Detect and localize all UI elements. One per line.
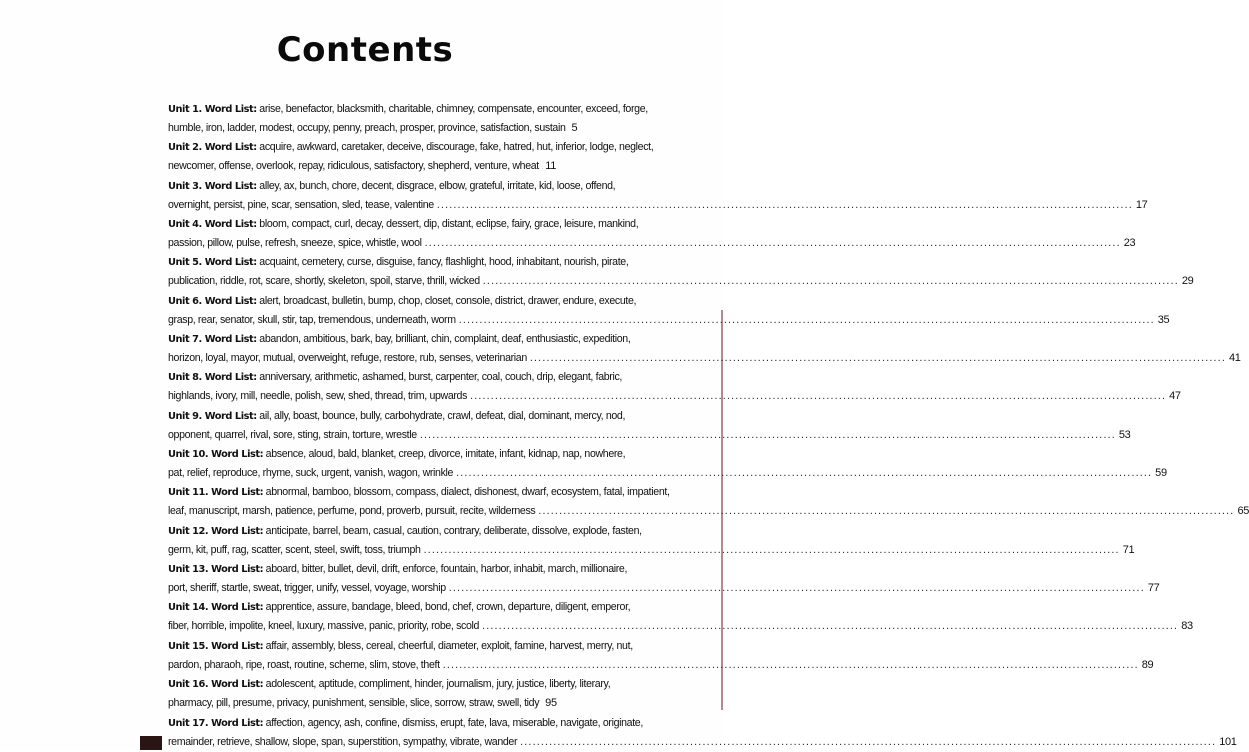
unit-label: Unit 8. Word List: [168,372,257,383]
word-list-text-continued: pardon, pharaoh, ripe, roast, routine, scheme, slim, stove, theft [168,656,440,675]
toc-entry [168,368,556,406]
dot-leader [483,272,1179,291]
toc-entry-line2 [168,579,556,598]
toc-entry-line1 [168,407,556,426]
unit-label: Unit 6. Word List: [168,296,257,307]
page-number: 65 [1237,502,1249,521]
unit-label: Unit 9. Word List: [168,411,257,422]
toc-entry-line2 [168,387,556,406]
toc-entry-line1 [168,100,556,119]
word-list-text: acquaint, cemetery, curse, disguise, fancy, flashlight, hood, inhabitant, nourish, pirate, [257,256,629,268]
word-list-text: arise, benefactor, blacksmith, charitable, chimney, compensate, encounter, exceed, forge, [257,103,648,115]
toc-entry-line1 [168,138,556,157]
toc-entry [168,675,556,713]
word-list-text: alert, broadcast, bulletin, bump, chop, closet, console, district, drawer, endure, execute, [257,295,636,307]
toc-entry-line1 [168,177,556,196]
toc-entry-line1 [168,714,556,733]
toc-entry-line1 [168,522,556,541]
toc-entry-line1 [168,253,556,272]
toc-entry [168,292,556,330]
word-list-text: alley, ax, bunch, chore, decent, disgrace, elbow, grateful, irritate, kid, loose, offend, [257,180,616,192]
toc-entry-line2 [168,694,556,713]
page-number: 101 [1219,733,1236,752]
page-number: 89 [1142,656,1154,675]
word-list-text-continued: publication, riddle, rot, scare, shortly, skeleton, spoil, starve, thrill, wicked [168,272,480,291]
toc-entry [168,637,556,675]
toc-entry-line2 [168,464,556,483]
word-list-text-continued: highlands, ivory, mill, needle, polish, sew, shed, thread, trim, upwards [168,387,467,406]
unit-label: Unit 3. Word List: [168,181,257,192]
page-number: 35 [1158,311,1170,330]
book-cover-corner [140,736,162,750]
page-title: Contents [0,30,730,70]
page-number: 83 [1181,617,1193,636]
toc-entry-line1 [168,675,556,694]
word-list-text: adolescent, aptitude, compliment, hinder, journalism, jury, justice, liberty, literary, [263,678,610,690]
word-list-text-continued: fiber, horrible, impolite, kneel, luxury, massive, panic, priority, robe, scold [168,617,479,636]
dot-leader [443,656,1139,675]
dot-leader [482,617,1178,636]
toc-entry-line2 [168,196,556,215]
toc-entry [168,560,556,598]
toc-entry-line1 [168,330,556,349]
unit-label: Unit 2. Word List: [168,142,257,153]
page-number: 77 [1148,579,1160,598]
word-list-text-continued: remainder, retrieve, shallow, slope, span, superstition, sympathy, vibrate, wander [168,733,517,752]
toc-entry [168,215,556,253]
toc-entry-line1 [168,483,556,502]
unit-label: Unit 17. Word List: [168,718,263,729]
unit-label: Unit 1. Word List: [168,104,257,115]
word-list-text: bloom, compact, curl, decay, dessert, dip, distant, eclipse, fairy, grace, leisure, mankind, [257,218,639,230]
word-list-text-continued: germ, kit, puff, rag, scatter, scent, steel, swift, toss, triumph [168,541,421,560]
toc-entry-line2 [168,656,556,675]
word-list-text: anticipate, barrel, beam, casual, caution, contrary, deliberate, dissolve, explode, fasten, [263,525,642,537]
toc-entry-line1 [168,368,556,387]
toc-entry-line1 [168,560,556,579]
word-list-text: anniversary, arithmetic, ashamed, burst, carpenter, coal, couch, drip, elegant, fabric, [257,371,622,383]
toc-entry-line1 [168,637,556,656]
toc-entry [168,598,556,636]
toc-entry-line1 [168,445,556,464]
toc-entry-line2 [168,157,556,176]
word-list-text-continued: pat, relief, reproduce, rhyme, suck, urgent, vanish, wagon, wrinkle [168,464,453,483]
dot-leader [520,733,1216,752]
unit-label: Unit 5. Word List: [168,257,257,268]
unit-label: Unit 12. Word List: [168,526,263,537]
unit-label: Unit 4. Word List: [168,219,257,230]
dot-leader [449,579,1145,598]
unit-label: Unit 13. Word List: [168,564,263,575]
toc-entry-line2 [168,502,556,521]
dot-leader [425,234,1121,253]
unit-label: Unit 11. Word List: [168,487,263,498]
word-list-text-continued: port, sheriff, startle, sweat, trigger, unify, vessel, voyage, worship [168,579,446,598]
unit-label: Unit 16. Word List: [168,679,263,690]
toc-entry [168,100,556,138]
dot-leader [470,387,1166,406]
word-list-text: acquire, awkward, caretaker, deceive, discourage, fake, hatred, hut, inferior, lodge, neglect, [257,141,654,153]
page-number: 53 [1119,426,1131,445]
page-number: 71 [1123,541,1135,560]
word-list-text-continued: humble, iron, ladder, modest, occupy, penny, preach, prosper, province, satisfaction, sustain [168,119,566,138]
word-list-text-continued: passion, pillow, pulse, refresh, sneeze, spice, whistle, wool [168,234,422,253]
word-list-text-continued: overnight, persist, pine, scar, sensation, sled, tease, valentine [168,196,434,215]
dot-leader [424,541,1120,560]
page-number: 29 [1182,272,1194,291]
toc-entry-line1 [168,215,556,234]
unit-label: Unit 14. Word List: [168,602,263,613]
table-of-contents [168,100,556,752]
word-list-text: ail, ally, boast, bounce, bully, carbohydrate, crawl, defeat, dial, dominant, mercy, nod, [257,410,625,422]
word-list-text: aboard, bitter, bullet, devil, drift, enforce, fountain, harbor, inhabit, march, millionaire, [263,563,627,575]
toc-entry-line1 [168,292,556,311]
toc-entry [168,330,556,368]
unit-label: Unit 15. Word List: [168,641,263,652]
page-number: 5 [572,119,578,138]
toc-entry-line2 [168,234,556,253]
page-number: 41 [1229,349,1241,368]
toc-entry [168,253,556,291]
word-list-text: absence, aloud, bald, blanket, creep, divorce, imitate, infant, kidnap, nap, nowhere, [263,448,625,460]
word-list-text-continued: newcomer, offense, overlook, repay, ridiculous, satisfactory, shepherd, venture, wheat [168,157,539,176]
dot-leader [459,311,1155,330]
toc-entry-line2 [168,426,556,445]
toc-entry-line2 [168,349,556,368]
word-list-text: affection, agency, ash, confine, dismiss, erupt, fate, lava, miserable, navigate, originate, [263,717,643,729]
dot-leader [538,502,1234,521]
word-list-text-continued: horizon, loyal, mayor, mutual, overweight, refuge, restore, rub, senses, veterinarian [168,349,527,368]
toc-entry [168,177,556,215]
dot-leader [420,426,1116,445]
toc-entry-line2 [168,541,556,560]
dot-leader [437,196,1133,215]
toc-entry-line1 [168,598,556,617]
toc-entry-line2 [168,311,556,330]
word-list-text: affair, assembly, bless, cereal, cheerful, diameter, exploit, famine, harvest, merry, nut, [263,640,633,652]
word-list-text: abnormal, bamboo, blossom, compass, dialect, dishonest, dwarf, ecosystem, fatal, impatient, [263,486,669,498]
page-number: 11 [545,157,556,176]
toc-entry [168,714,556,752]
toc-entry-line2 [168,733,556,752]
dot-leader [530,349,1226,368]
word-list-text-continued: leaf, manuscript, marsh, patience, perfume, pond, proverb, pursuit, recite, wilderness [168,502,535,521]
page-number: 17 [1136,196,1148,215]
toc-entry-line2 [168,272,556,291]
page-number: 47 [1169,387,1181,406]
toc-entry [168,483,556,521]
toc-entry [168,445,556,483]
word-list-text: abandon, ambitious, bark, bay, brilliant, chin, complaint, deaf, enthusiastic, expedition, [257,333,631,345]
unit-label: Unit 10. Word List: [168,449,263,460]
page-number: 23 [1124,234,1136,253]
toc-entry-line2 [168,617,556,636]
toc-entry [168,522,556,560]
page-number: 95 [545,694,557,713]
word-list-text: apprentice, assure, bandage, bleed, bond, chef, crown, departure, diligent, emperor, [263,601,630,613]
toc-entry-line2 [168,119,556,138]
page-right-margin [724,0,750,750]
toc-entry [168,138,556,176]
page-number: 59 [1155,464,1167,483]
unit-label: Unit 7. Word List: [168,334,257,345]
dot-leader [456,464,1152,483]
word-list-text-continued: opponent, quarrel, rival, sore, sting, strain, torture, wrestle [168,426,417,445]
word-list-text-continued: pharmacy, pill, presume, privacy, punishment, sensible, slice, sorrow, straw, swell, tidy [168,694,539,713]
toc-entry [168,407,556,445]
word-list-text-continued: grasp, rear, senator, skull, stir, tap, tremendous, underneath, worm [168,311,456,330]
